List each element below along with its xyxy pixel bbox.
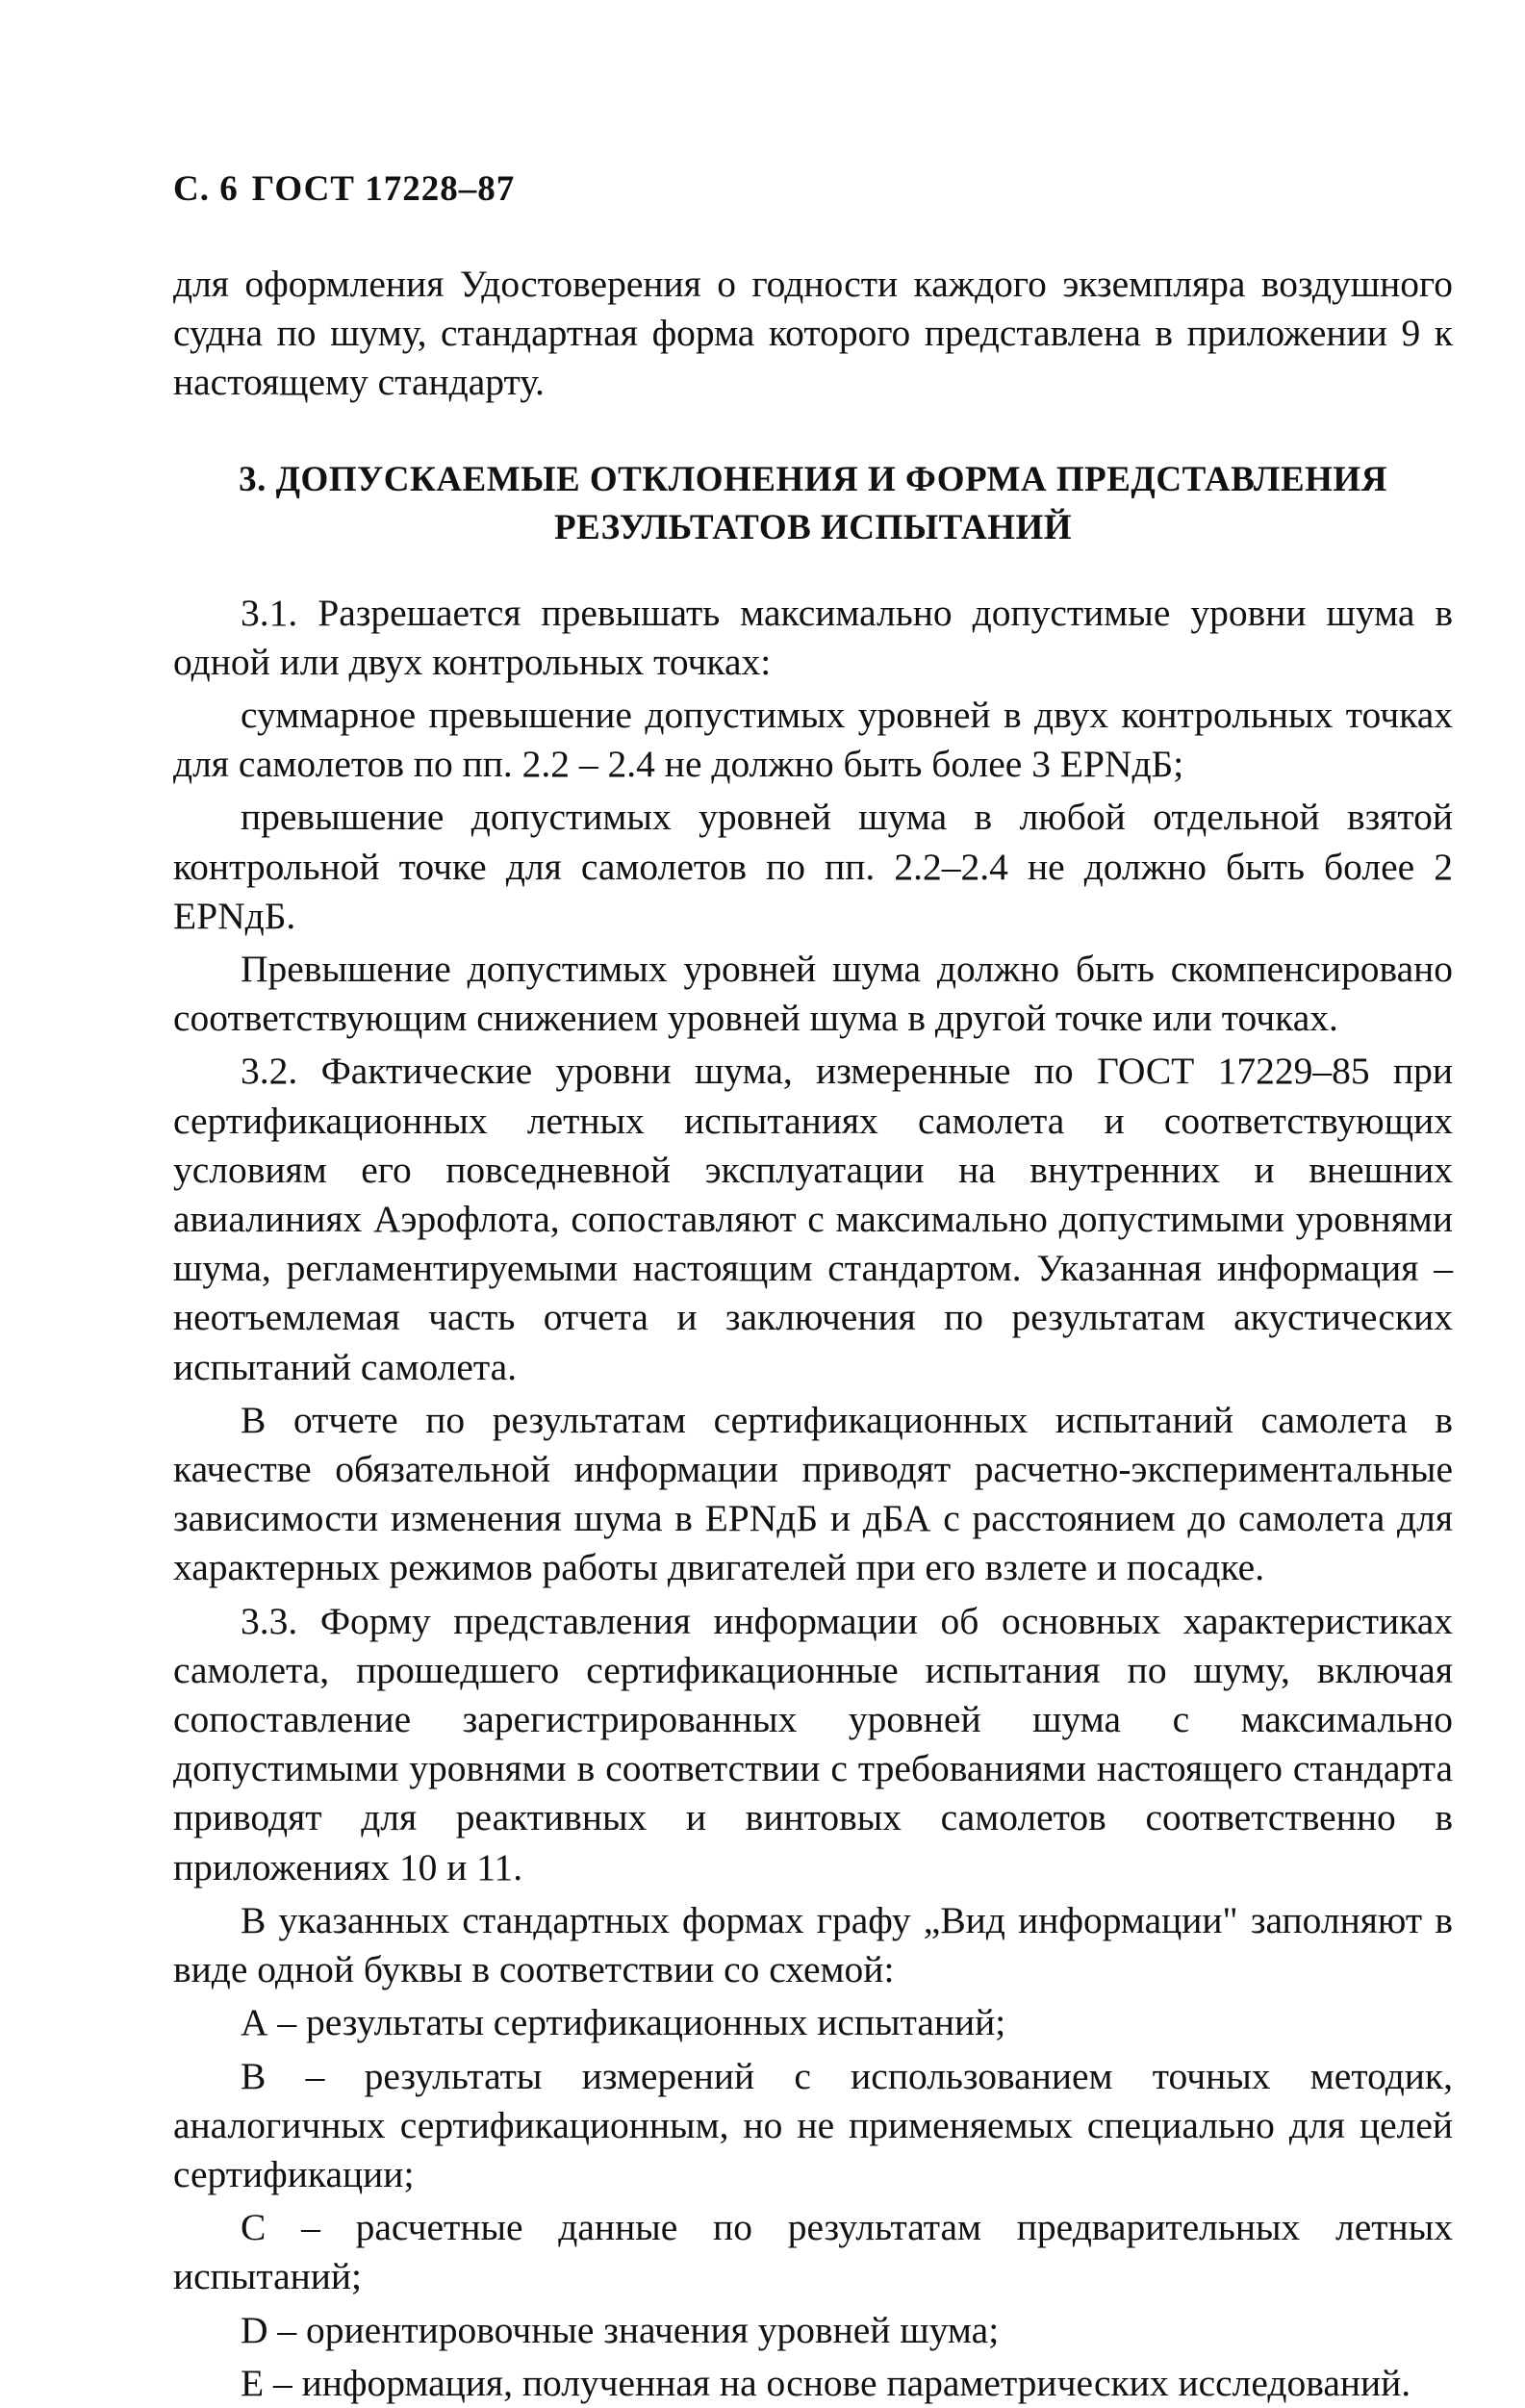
paragraph-forms: В указанных стандартных формах графу „Вид информации" заполняют в виде одной буквы в соответствии со схемой: xyxy=(173,1898,1453,1991)
paragraph-3-1: 3.1. Разрешается превышать максимально допустимые уровни шума в одной или двух контрольных точках: xyxy=(173,591,1453,683)
document-id: ГОСТ 17228–87 xyxy=(251,169,516,209)
page-content xyxy=(173,260,1453,2408)
paragraph-3-2: 3.2. Фактические уровни шума, измеренные по ГОСТ 17229–85 при сертификационных летных испытаниях самолета и соответствующих условиям его повседневной эксплуатации на внутренних и внешних авиалиниях Аэрофлота, сопоставляют с максимально допустимыми уровнями шума, регламентируемыми настоящим стандартом. Указанная информация – неотъемлемая часть отчета и заключения по результатам акустических испытаний самолета. xyxy=(173,1050,1453,1388)
page-number: С. 6 xyxy=(173,169,239,209)
paragraph-report: В отчете по результатам сертификационных испытаний самолета в качестве обязательной информации приводят расчетно-экспериментальные зависимости изменения шума в EPNдБ и дБА с расстоянием до самолета для характерных режимов работы двигателей при его взлете и посадке. xyxy=(173,1398,1453,1589)
section-title xyxy=(173,456,1453,552)
intro-paragraph: для оформления Удостоверения о годности каждого экземпляра воздушного судна по шуму, стандартная форма которого представлена в приложении 9 к настоящему стандарту. xyxy=(173,263,1453,404)
page-header xyxy=(173,168,528,210)
scheme-item-a: А – результаты сертификационных испытаний; xyxy=(241,2001,1006,2044)
section-title-line-1: 3. ДОПУСКАЕМЫЕ ОТКЛОНЕНИЯ И ФОРМА ПРЕДСТАВЛЕНИЯ xyxy=(239,459,1387,499)
scheme-item-c: С – расчетные данные по результатам предварительных летных испытаний; xyxy=(173,2206,1453,2298)
paragraph-3-3: 3.3. Форму представления информации об основных характеристиках самолета, прошедшего сертификационные испытания по шуму, включая сопоставление зарегистрированных уровней шума с максимально допустимыми уровнями в соответствии с требованиями настоящего стандарта приводят для реактивных и винтовых самолетов соответственно в приложениях 10 и 11. xyxy=(173,1599,1453,1888)
paragraph-single-excess: превышение допустимых уровней шума в любой отдельной взятой контрольной точке для самолетов по пп. 2.2–2.4 не должно быть более 2 EPNдБ. xyxy=(173,796,1453,937)
scheme-item-e: Е – информация, полученная на основе параметрических исследований. xyxy=(241,2361,1411,2404)
scheme-item-d: D – ориентировочные значения уровней шума; xyxy=(241,2308,1000,2351)
paragraph-compensation: Превышение допустимых уровней шума должно быть скомпенсировано соответствующим снижением уровней шума в другой точке или точках. xyxy=(173,948,1453,1040)
paragraph-sum-excess: суммарное превышение допустимых уровней в двух контрольных точках для самолетов по пп. 2.2 – 2.4 не должно быть более 3 EPNдБ; xyxy=(173,694,1453,786)
section-title-line-2: РЕЗУЛЬТАТОВ ИСПЫТАНИЙ xyxy=(553,507,1073,547)
scheme-item-b: В – результаты измерений с использованием точных методик, аналогичных сертификационным, но не применяемых специально для целей сертификации; xyxy=(173,2054,1453,2195)
